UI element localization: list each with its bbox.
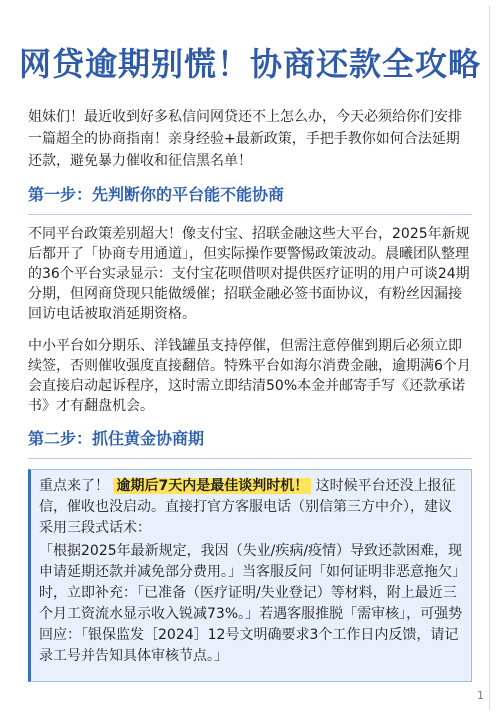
step1-heading: 第一步：先判断你的平台能不能协商 [28,184,472,215]
intro-paragraph: 姐妹们！最近收到好多私信问网贷还不上怎么办，今天必须给你们安排一篇超全的协商指南！亲身经验+最新政策，手把手教你如何合法延期还款，避免暴力催收和征信黑名单！ [28,109,462,169]
step1-paragraph-1: 不同平台政策差别超大！像支付宝、招联金融这些大平台，2025年新规后都开了「协商专用通道」，但实际操作要警惕政策波动。晨曦团队整理的36个平台实录显示：支付宝花呗借呗对提供医疗证明的用户可谈24期分期，但网商贷现只能做缓催；招联金融必签书面协议，有粉丝因漏接回访电话被取消延期资格。 [28,226,470,322]
article-title: 网贷逾期别慌！协商还款全攻略 [18,45,481,83]
step2-heading: 第二步：抓住黄金协商期 [28,428,472,459]
callout-highlight: 逾期后7天内是最佳谈判时机！ [113,478,311,494]
callout-intro [39,476,463,539]
tip-callout-box [28,469,472,682]
callout-lead: 重点来了！ [39,478,109,494]
article-body [0,106,500,682]
callout-rest: 这时候平台还没上报征信，催收也没启动。直接打官方客服电话（别信第三方中介），建议采用三段式话术： [39,478,456,536]
page-edge-line [489,6,490,710]
step1-paragraph-2: 中小平台如分期乐、洋钱罐虽支持停催，但需注意停催到期后必须立即续签，否则催收强度直接翻倍。特殊平台如海尔消费金融，逾期满6个月会直接启动起诉程序，这时需立即结清50%本金并邮寄手写《还款承诺书》才有翻盘机会。 [28,338,471,414]
page-number: 1 [477,689,484,702]
callout-script: 「根据2025年最新规定，我因（失业/疾病/疫情）导致还款困难，现申请延期还款并减免部分费用。」当客服反问「如何证明非恶意拖欠」时，立即补充：「已准备（医疗证明/失业登记）等材料，附上最近三个月工资流水显示收入锐减73%。」若遇客服推脱「需审核」，可强势回应：「银保监发［2024］12号文明确要求3个工作日内反馈，请记录工号并告知具体审核节点。」 [39,543,463,664]
